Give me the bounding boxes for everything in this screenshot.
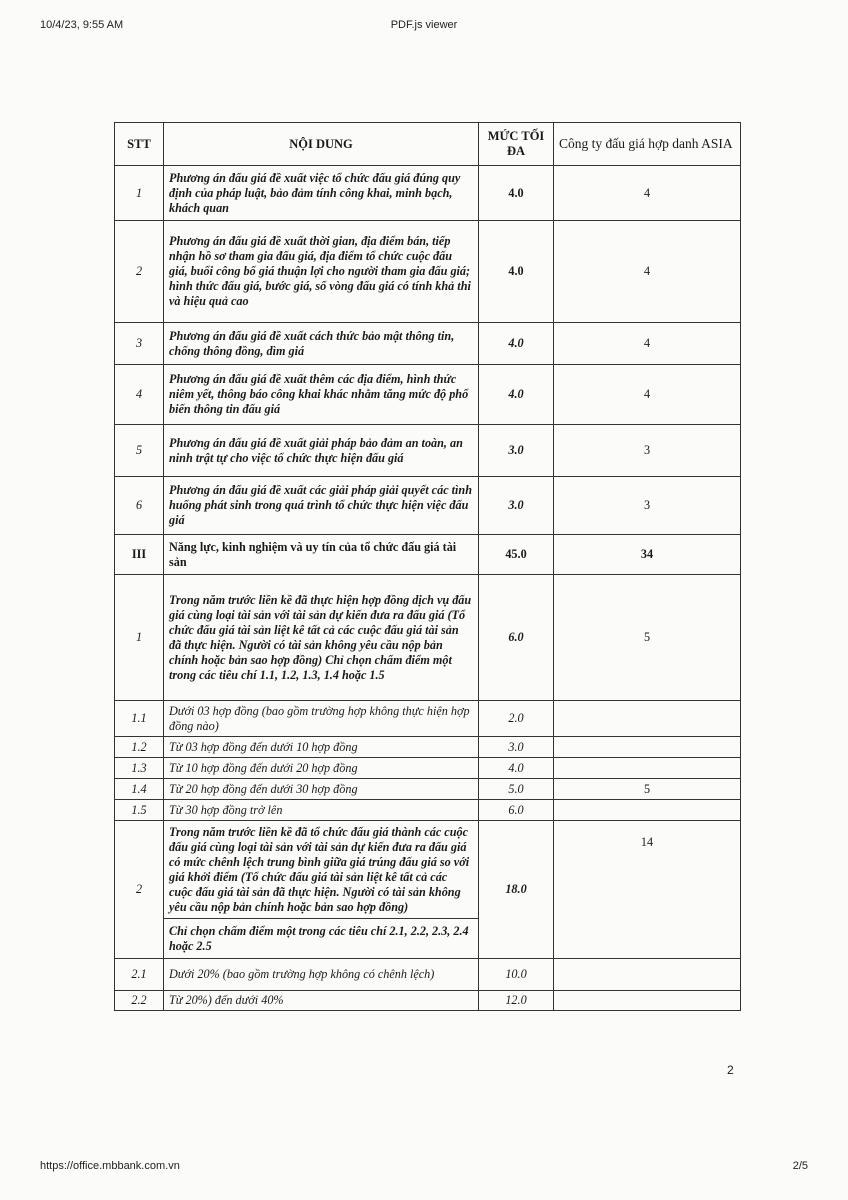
row-max: 3.0 <box>479 425 554 477</box>
row-max: 10.0 <box>479 959 554 991</box>
row-max: 4.0 <box>479 365 554 425</box>
scoring-table <box>114 122 741 1011</box>
row-max: 4.0 <box>479 323 554 365</box>
row-content: Từ 10 hợp đồng đến dưới 20 hợp đồng <box>164 758 479 779</box>
row-max: 4.0 <box>479 221 554 323</box>
row-max: 3.0 <box>479 477 554 535</box>
row-score <box>554 701 741 737</box>
table-row <box>115 365 741 425</box>
table-row <box>115 323 741 365</box>
table-row-section <box>115 535 741 575</box>
row-score: 4 <box>554 323 741 365</box>
print-page-count: 2/5 <box>792 1160 808 1172</box>
row-content: Phương án đấu giá đề xuất giải pháp bảo đảm an toàn, an ninh trật tự cho việc tổ chức thực hiện đấu giá <box>164 425 479 477</box>
row-stt: 2.1 <box>115 959 164 991</box>
row-max: 4.0 <box>479 758 554 779</box>
header-noi-dung: NỘI DUNG <box>164 123 479 166</box>
row-max: 12.0 <box>479 991 554 1011</box>
print-title: PDF.js viewer <box>390 19 458 31</box>
row-score: 3 <box>554 477 741 535</box>
row-stt: 5 <box>115 425 164 477</box>
page-number: 2 <box>727 1063 734 1077</box>
print-url: https://office.mbbank.com.vn <box>40 1160 180 1172</box>
row-max: 2.0 <box>479 701 554 737</box>
row-score: 34 <box>554 535 741 575</box>
row-max: 6.0 <box>479 800 554 821</box>
row-stt: 1.3 <box>115 758 164 779</box>
row-content: Phương án đấu giá đề xuất các giải pháp giải quyết các tình huống phát sinh trong quá trình tổ chức thực hiện việc đấu giá <box>164 477 479 535</box>
row-content: Phương án đấu giá đề xuất cách thức bảo mật thông tin, chống thông đồng, dìm giá <box>164 323 479 365</box>
table-row <box>115 477 741 535</box>
row-stt: 1 <box>115 166 164 221</box>
header-muc-toi-da: MỨC TỐI ĐA <box>479 123 554 166</box>
row-stt: 1.5 <box>115 800 164 821</box>
row-content: Dưới 03 hợp đồng (bao gồm trường hợp không thực hiện hợp đồng nào) <box>164 701 479 737</box>
header-stt: STT <box>115 123 164 166</box>
row-score <box>554 758 741 779</box>
table-row <box>115 758 741 779</box>
row-score: 4 <box>554 221 741 323</box>
row-score <box>554 991 741 1011</box>
print-datetime: 10/4/23, 9:55 AM <box>40 19 124 31</box>
row-stt: 6 <box>115 477 164 535</box>
row-score <box>554 959 741 991</box>
row-content: Phương án đấu giá đề xuất thời gian, địa điểm bán, tiếp nhận hồ sơ tham gia đấu giá, địa điểm tổ chức cuộc đấu giá, buổi công bố giá thuận lợi cho người tham gia đấu giá; hình thức đấu giá, bước giá, số vòng đấu giá có tính khả thi và hiệu quả cao <box>164 221 479 323</box>
table-row <box>115 779 741 800</box>
table-row <box>115 425 741 477</box>
table-row <box>115 991 741 1011</box>
row-stt: 1.2 <box>115 737 164 758</box>
row-stt: III <box>115 535 164 575</box>
row-content: Từ 03 hợp đồng đến dưới 10 hợp đồng <box>164 737 479 758</box>
table-row <box>115 821 741 919</box>
row-max: 5.0 <box>479 779 554 800</box>
row-score: 14 <box>554 821 741 959</box>
header-company: Công ty đấu giá hợp danh ASIA <box>554 123 741 166</box>
row-score: 4 <box>554 166 741 221</box>
table-row <box>115 221 741 323</box>
row-stt: 1.4 <box>115 779 164 800</box>
row-score: 4 <box>554 365 741 425</box>
table-row <box>115 737 741 758</box>
row-content: Phương án đấu giá đề xuất thêm các địa điểm, hình thức niêm yết, thông báo công khai khác nhằm tăng mức độ phổ biến thông tin đấu giá <box>164 365 479 425</box>
row-stt: 4 <box>115 365 164 425</box>
row-stt: 1 <box>115 575 164 701</box>
row-content: Năng lực, kinh nghiệm và uy tín của tổ chức đấu giá tài sản <box>164 535 479 575</box>
row-content: Trong năm trước liền kề đã thực hiện hợp đồng dịch vụ đấu giá cùng loại tài sản với tài sản dự kiến đưa ra đấu giá (Tổ chức đấu giá tài sản liệt kê tất cả các cuộc đấu giá tài sản đã thực hiện. Người có tài sản không yêu cầu nộp bản chính hoặc bản sao hợp đồng) Chỉ chọn chấm điểm một trong các tiêu chí 1.1, 1.2, 1.3, 1.4 hoặc 1.5 <box>164 575 479 701</box>
table-row <box>115 575 741 701</box>
row-max: 3.0 <box>479 737 554 758</box>
row-content-note: Chỉ chọn chấm điểm một trong các tiêu chí 2.1, 2.2, 2.3, 2.4 hoặc 2.5 <box>164 919 479 959</box>
row-stt: 2.2 <box>115 991 164 1011</box>
row-max: 45.0 <box>479 535 554 575</box>
row-stt: 2 <box>115 821 164 959</box>
table-row <box>115 166 741 221</box>
row-content: Từ 30 hợp đồng trở lên <box>164 800 479 821</box>
table-row <box>115 800 741 821</box>
row-max: 6.0 <box>479 575 554 701</box>
table-header-row <box>115 123 741 166</box>
row-score: 5 <box>554 779 741 800</box>
row-content: Từ 20%) đến dưới 40% <box>164 991 479 1011</box>
table-row <box>115 959 741 991</box>
row-score: 5 <box>554 575 741 701</box>
row-content: Phương án đấu giá đề xuất việc tổ chức đấu giá đúng quy định của pháp luật, bảo đảm tính công khai, minh bạch, khách quan <box>164 166 479 221</box>
row-stt: 3 <box>115 323 164 365</box>
row-score: 3 <box>554 425 741 477</box>
row-content: Từ 20 hợp đồng đến dưới 30 hợp đồng <box>164 779 479 800</box>
row-score <box>554 800 741 821</box>
row-score <box>554 737 741 758</box>
row-content: Dưới 20% (bao gồm trường hợp không có chênh lệch) <box>164 959 479 991</box>
row-stt: 2 <box>115 221 164 323</box>
table-row <box>115 701 741 737</box>
row-max: 18.0 <box>479 821 554 959</box>
row-max: 4.0 <box>479 166 554 221</box>
row-stt: 1.1 <box>115 701 164 737</box>
row-content: Trong năm trước liền kề đã tổ chức đấu giá thành các cuộc đấu giá cùng loại tài sản với tài sản dự kiến đưa ra đấu giá có mức chênh lệch trung bình giữa giá trúng đấu giá so với giá khởi điểm (Tổ chức đấu giá tài sản liệt kê tất cả các cuộc đấu giá tài sản đã thực hiện. Người có tài sản không yêu cầu nộp bản chính hoặc bản sao hợp đồng) <box>164 821 479 919</box>
